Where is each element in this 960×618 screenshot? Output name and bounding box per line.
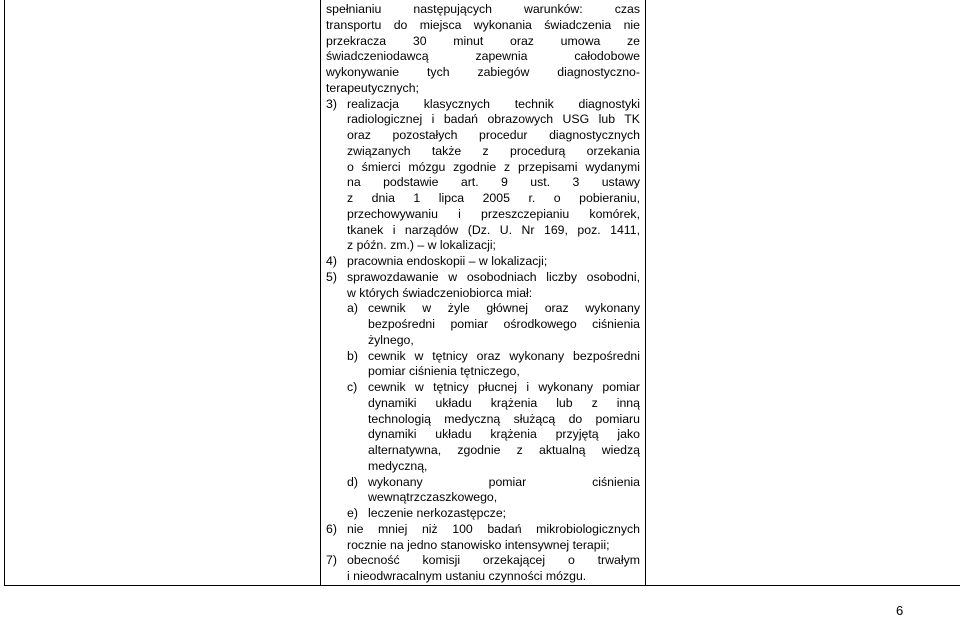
line-text: nie mniej niż 100 badań mikrobiologicznych bbox=[347, 522, 640, 538]
line-text: realizacja klasycznych technik diagnostyki bbox=[347, 97, 640, 113]
document-line bbox=[326, 490, 640, 506]
document-line bbox=[326, 443, 640, 459]
line-text: spełnianiu następujących warunków: czas bbox=[326, 2, 640, 18]
document-line bbox=[326, 427, 640, 443]
document-line bbox=[326, 286, 640, 302]
criteria-list bbox=[321, 0, 645, 585]
document-line bbox=[326, 112, 640, 128]
document-line bbox=[326, 553, 640, 569]
list-item-number: 3) bbox=[326, 97, 337, 113]
document-line bbox=[326, 160, 640, 176]
line-text: alternatywna, zgodnie z aktualną wiedzą bbox=[368, 443, 640, 459]
line-text: związanych także z procedurą orzekania bbox=[347, 144, 640, 160]
document-line bbox=[326, 270, 640, 286]
document-line bbox=[326, 18, 640, 34]
document-line bbox=[326, 81, 640, 97]
document-line bbox=[326, 396, 640, 412]
document-line bbox=[326, 301, 640, 317]
line-text: wykonywanie tych zabiegów diagnostyczno- bbox=[326, 65, 640, 81]
line-text: w których świadczeniobiorca miał: bbox=[347, 286, 640, 302]
document-line bbox=[326, 34, 640, 50]
document-line bbox=[326, 128, 640, 144]
document-line bbox=[326, 49, 640, 65]
document-line bbox=[326, 238, 640, 254]
line-text: obecność komisji orzekającej o trwałym bbox=[347, 553, 640, 569]
document-line bbox=[326, 175, 640, 191]
document-line bbox=[326, 522, 640, 538]
line-text: cewnik w żyle głównej oraz wykonany bbox=[368, 301, 640, 317]
table-cell-content bbox=[321, 0, 646, 585]
page-number: 6 bbox=[896, 603, 903, 618]
document-line bbox=[326, 506, 640, 522]
document-line bbox=[326, 254, 640, 270]
line-text: i nieodwracalnym ustaniu czynności mózgu. bbox=[347, 569, 640, 585]
line-text: sprawozdawanie w osobodniach liczby osobodni, bbox=[347, 270, 640, 286]
document-line bbox=[326, 364, 640, 380]
line-text: rocznie na jedno stanowisko intensywnej terapii; bbox=[347, 538, 640, 554]
line-text: transportu do miejsca wykonania świadczenia nie bbox=[326, 18, 640, 34]
document-line bbox=[326, 191, 640, 207]
document-line bbox=[326, 333, 640, 349]
list-item-number: 6) bbox=[326, 522, 337, 538]
list-item-letter: b) bbox=[347, 349, 358, 365]
list-item-letter: d) bbox=[347, 475, 358, 491]
line-text: dynamiki układu krążenia przyjętą jako bbox=[368, 427, 640, 443]
line-text: technologią medyczną służącą do pomiaru bbox=[368, 412, 640, 428]
table-cell-right bbox=[646, 0, 960, 585]
line-text: przekracza 30 minut oraz umowa ze bbox=[326, 34, 640, 50]
list-item-letter: a) bbox=[347, 301, 358, 317]
line-text: medyczną, bbox=[368, 459, 640, 475]
line-text: świadczeniodawcą zapewnia całodobowe bbox=[326, 49, 640, 65]
document-line bbox=[326, 144, 640, 160]
document-line bbox=[326, 97, 640, 113]
line-text: leczenie nerkozastępcze; bbox=[368, 506, 640, 522]
document-line bbox=[326, 2, 640, 18]
line-text: tkanek i narządów (Dz. U. Nr 169, poz. 1411, bbox=[347, 223, 640, 239]
line-text: cewnik w tętnicy oraz wykonany bezpośredni bbox=[368, 349, 640, 365]
list-item-number: 5) bbox=[326, 270, 337, 286]
line-text: bezpośredni pomiar ośrodkowego ciśnienia bbox=[368, 317, 640, 333]
line-text: z późn. zm.) – w lokalizacji; bbox=[347, 238, 640, 254]
line-text: pracownia endoskopii – w lokalizacji; bbox=[347, 254, 640, 270]
line-text: dynamiki układu krążenia lub z inną bbox=[368, 396, 640, 412]
line-text: pomiar ciśnienia tętniczego, bbox=[368, 364, 640, 380]
line-text: przechowywaniu i przeszczepianiu komórek, bbox=[347, 207, 640, 223]
document-line bbox=[326, 475, 640, 491]
line-text: wewnątrzczaszkowego, bbox=[368, 490, 640, 506]
document-line bbox=[326, 459, 640, 475]
document-line bbox=[326, 317, 640, 333]
document-line bbox=[326, 412, 640, 428]
list-item-letter: c) bbox=[347, 380, 357, 396]
document-line bbox=[326, 569, 640, 585]
document-line bbox=[326, 223, 640, 239]
line-text: żylnego, bbox=[368, 333, 640, 349]
document-line bbox=[326, 349, 640, 365]
document-line bbox=[326, 207, 640, 223]
line-text: cewnik w tętnicy płucnej i wykonany pomiar bbox=[368, 380, 640, 396]
line-text: z dnia 1 lipca 2005 r. o pobieraniu, bbox=[347, 191, 640, 207]
list-item-letter: e) bbox=[347, 506, 358, 522]
table-cell-left bbox=[5, 0, 321, 585]
line-text: o śmierci mózgu zgodnie z przepisami wydanymi bbox=[347, 160, 640, 176]
document-line bbox=[326, 65, 640, 81]
document-line bbox=[326, 380, 640, 396]
document-table bbox=[4, 0, 960, 586]
line-text: na podstawie art. 9 ust. 3 ustawy bbox=[347, 175, 640, 191]
document-line bbox=[326, 538, 640, 554]
line-text: terapeutycznych; bbox=[326, 81, 640, 97]
list-item-number: 7) bbox=[326, 553, 337, 569]
line-text: oraz pozostałych procedur diagnostycznych bbox=[347, 128, 640, 144]
list-item-number: 4) bbox=[326, 254, 337, 270]
line-text: wykonany pomiar ciśnienia bbox=[368, 475, 640, 491]
line-text: radiologicznej i badań obrazowych USG lub TK bbox=[347, 112, 640, 128]
